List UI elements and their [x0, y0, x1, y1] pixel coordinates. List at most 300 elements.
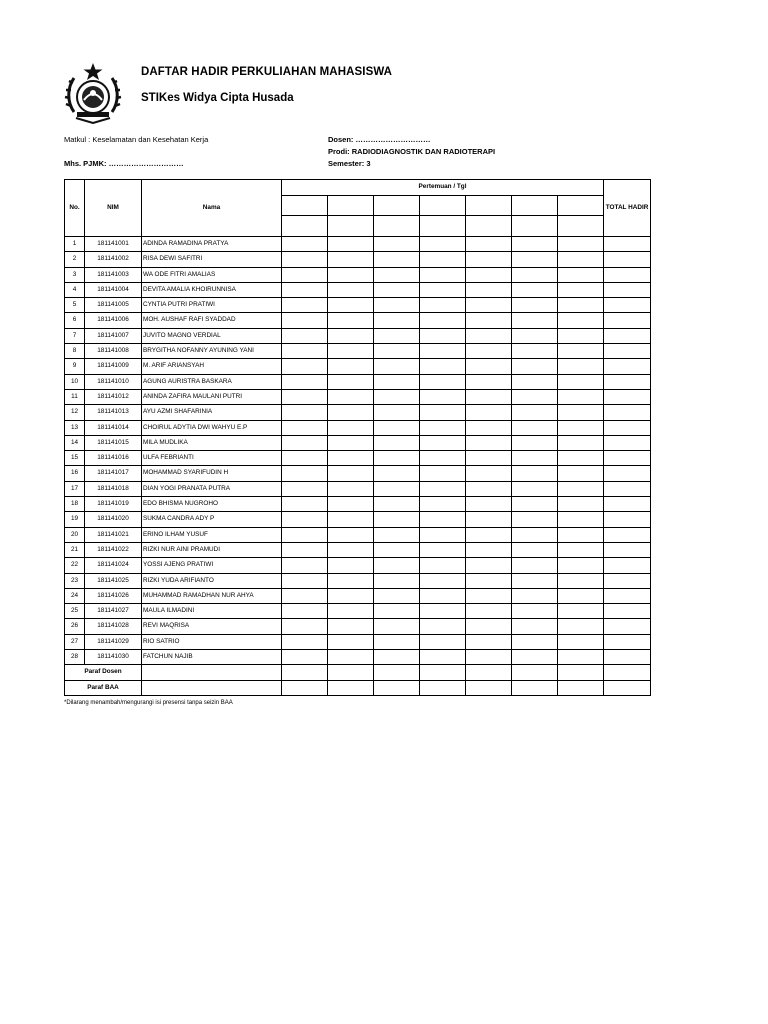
- total-hadir-cell[interactable]: [604, 252, 651, 267]
- attendance-cell[interactable]: [512, 634, 558, 649]
- attendance-cell[interactable]: [420, 527, 466, 542]
- paraf-cell[interactable]: [604, 680, 651, 695]
- attendance-cell[interactable]: [328, 604, 374, 619]
- total-hadir-cell[interactable]: [604, 405, 651, 420]
- total-hadir-cell[interactable]: [604, 466, 651, 481]
- attendance-cell[interactable]: [558, 435, 604, 450]
- tgl-cell[interactable]: [282, 216, 328, 237]
- total-hadir-cell[interactable]: [604, 481, 651, 496]
- attendance-cell[interactable]: [420, 604, 466, 619]
- attendance-cell[interactable]: [512, 481, 558, 496]
- attendance-cell[interactable]: [420, 558, 466, 573]
- row-nim: 181141021: [85, 527, 142, 542]
- attendance-cell[interactable]: [466, 420, 512, 435]
- attendance-cell[interactable]: [558, 237, 604, 252]
- attendance-cell[interactable]: [374, 313, 420, 328]
- attendance-cell[interactable]: [328, 573, 374, 588]
- total-hadir-cell[interactable]: [604, 619, 651, 634]
- attendance-cell[interactable]: [512, 267, 558, 282]
- attendance-cell[interactable]: [558, 252, 604, 267]
- attendance-cell[interactable]: [374, 344, 420, 359]
- attendance-cell[interactable]: [328, 634, 374, 649]
- paraf-cell[interactable]: [142, 680, 282, 695]
- attendance-cell[interactable]: [558, 451, 604, 466]
- attendance-cell[interactable]: [558, 282, 604, 297]
- attendance-cell[interactable]: [282, 420, 328, 435]
- attendance-cell[interactable]: [558, 267, 604, 282]
- attendance-cell[interactable]: [282, 313, 328, 328]
- attendance-cell[interactable]: [466, 634, 512, 649]
- total-hadir-cell[interactable]: [604, 573, 651, 588]
- row-nim: 181141017: [85, 466, 142, 481]
- attendance-cell[interactable]: [374, 374, 420, 389]
- row-no: 10: [65, 374, 85, 389]
- table-row: [65, 619, 651, 634]
- attendance-cell[interactable]: [328, 282, 374, 297]
- table-row: [65, 282, 651, 297]
- attendance-cell[interactable]: [420, 588, 466, 603]
- paraf-cell[interactable]: [328, 665, 374, 680]
- total-hadir-cell[interactable]: [604, 604, 651, 619]
- pertemuan-cell[interactable]: [466, 196, 512, 216]
- attendance-cell[interactable]: [328, 527, 374, 542]
- attendance-cell[interactable]: [374, 328, 420, 343]
- attendance-cell[interactable]: [420, 359, 466, 374]
- attendance-cell[interactable]: [466, 237, 512, 252]
- attendance-cell[interactable]: [558, 527, 604, 542]
- attendance-cell[interactable]: [374, 252, 420, 267]
- attendance-cell[interactable]: [466, 328, 512, 343]
- header-pertemuan: Pertemuan / Tgl: [282, 180, 604, 196]
- attendance-cell[interactable]: [420, 650, 466, 665]
- total-hadir-cell[interactable]: [604, 420, 651, 435]
- attendance-cell[interactable]: [466, 466, 512, 481]
- total-hadir-cell[interactable]: [604, 512, 651, 527]
- attendance-cell[interactable]: [420, 512, 466, 527]
- attendance-cell[interactable]: [282, 374, 328, 389]
- attendance-cell[interactable]: [558, 604, 604, 619]
- tgl-cell[interactable]: [328, 216, 374, 237]
- attendance-cell[interactable]: [466, 512, 512, 527]
- attendance-cell[interactable]: [328, 588, 374, 603]
- attendance-cell[interactable]: [466, 252, 512, 267]
- attendance-cell[interactable]: [328, 405, 374, 420]
- attendance-cell[interactable]: [328, 298, 374, 313]
- tgl-cell[interactable]: [374, 216, 420, 237]
- pertemuan-cell[interactable]: [328, 196, 374, 216]
- attendance-cell[interactable]: [282, 527, 328, 542]
- row-no: 11: [65, 389, 85, 404]
- attendance-cell[interactable]: [328, 252, 374, 267]
- paraf-cell[interactable]: [282, 665, 328, 680]
- row-nama: FATCHUN NAJIB: [142, 650, 282, 665]
- pertemuan-cell[interactable]: [374, 196, 420, 216]
- attendance-cell[interactable]: [558, 512, 604, 527]
- attendance-cell[interactable]: [328, 466, 374, 481]
- attendance-cell[interactable]: [558, 298, 604, 313]
- attendance-cell[interactable]: [328, 420, 374, 435]
- attendance-cell[interactable]: [466, 298, 512, 313]
- attendance-cell[interactable]: [558, 650, 604, 665]
- attendance-cell[interactable]: [558, 542, 604, 557]
- attendance-cell[interactable]: [466, 451, 512, 466]
- total-hadir-cell[interactable]: [604, 451, 651, 466]
- total-hadir-cell[interactable]: [604, 282, 651, 297]
- row-no: 7: [65, 328, 85, 343]
- attendance-cell[interactable]: [558, 573, 604, 588]
- row-nim: 181141005: [85, 298, 142, 313]
- table-row: [65, 558, 651, 573]
- attendance-cell[interactable]: [282, 634, 328, 649]
- row-no: 19: [65, 512, 85, 527]
- attendance-cell[interactable]: [558, 634, 604, 649]
- row-nim: 181141003: [85, 267, 142, 282]
- attendance-cell[interactable]: [374, 420, 420, 435]
- paraf-cell[interactable]: [604, 665, 651, 680]
- attendance-cell[interactable]: [420, 252, 466, 267]
- attendance-cell[interactable]: [466, 588, 512, 603]
- attendance-cell[interactable]: [282, 497, 328, 512]
- attendance-cell[interactable]: [512, 604, 558, 619]
- attendance-cell[interactable]: [558, 481, 604, 496]
- row-nim: 181141007: [85, 328, 142, 343]
- attendance-cell[interactable]: [512, 313, 558, 328]
- row-nama: WA ODE FITRI AMALIAS: [142, 267, 282, 282]
- row-nama: ANINDA ZAFIRA MAULANI PUTRI: [142, 389, 282, 404]
- paraf-cell[interactable]: [512, 680, 558, 695]
- attendance-cell[interactable]: [374, 542, 420, 557]
- attendance-cell[interactable]: [374, 573, 420, 588]
- attendance-cell[interactable]: [512, 466, 558, 481]
- attendance-cell[interactable]: [512, 619, 558, 634]
- attendance-cell[interactable]: [420, 634, 466, 649]
- attendance-cell[interactable]: [328, 512, 374, 527]
- paraf-cell[interactable]: [374, 680, 420, 695]
- attendance-cell[interactable]: [558, 466, 604, 481]
- attendance-cell[interactable]: [420, 420, 466, 435]
- attendance-cell[interactable]: [328, 619, 374, 634]
- attendance-cell[interactable]: [466, 374, 512, 389]
- attendance-cell[interactable]: [282, 344, 328, 359]
- attendance-cell[interactable]: [420, 328, 466, 343]
- attendance-cell[interactable]: [512, 282, 558, 297]
- attendance-cell[interactable]: [512, 328, 558, 343]
- attendance-cell[interactable]: [374, 497, 420, 512]
- attendance-cell[interactable]: [282, 267, 328, 282]
- attendance-cell[interactable]: [282, 466, 328, 481]
- attendance-cell[interactable]: [512, 420, 558, 435]
- table-row: [65, 328, 651, 343]
- pertemuan-cell[interactable]: [512, 196, 558, 216]
- attendance-cell[interactable]: [420, 344, 466, 359]
- attendance-cell[interactable]: [282, 588, 328, 603]
- attendance-cell[interactable]: [512, 405, 558, 420]
- attendance-cell[interactable]: [512, 237, 558, 252]
- attendance-cell[interactable]: [466, 435, 512, 450]
- attendance-cell[interactable]: [328, 558, 374, 573]
- attendance-cell[interactable]: [374, 604, 420, 619]
- attendance-cell[interactable]: [282, 298, 328, 313]
- attendance-cell[interactable]: [328, 374, 374, 389]
- attendance-cell[interactable]: [512, 389, 558, 404]
- table-row: [65, 344, 651, 359]
- total-hadir-cell[interactable]: [604, 267, 651, 282]
- attendance-cell[interactable]: [420, 481, 466, 496]
- attendance-cell[interactable]: [420, 466, 466, 481]
- row-nim: 181141008: [85, 344, 142, 359]
- attendance-cell[interactable]: [328, 542, 374, 557]
- total-hadir-cell[interactable]: [604, 328, 651, 343]
- attendance-cell[interactable]: [374, 282, 420, 297]
- row-nim: 181141015: [85, 435, 142, 450]
- attendance-cell[interactable]: [328, 435, 374, 450]
- attendance-cell[interactable]: [512, 542, 558, 557]
- attendance-cell[interactable]: [374, 466, 420, 481]
- attendance-cell[interactable]: [282, 252, 328, 267]
- attendance-cell[interactable]: [282, 405, 328, 420]
- paraf-cell[interactable]: [282, 680, 328, 695]
- attendance-cell[interactable]: [282, 237, 328, 252]
- row-nim: 181141019: [85, 497, 142, 512]
- attendance-cell[interactable]: [420, 313, 466, 328]
- attendance-cell[interactable]: [374, 267, 420, 282]
- total-hadir-cell[interactable]: [604, 298, 651, 313]
- attendance-cell[interactable]: [466, 405, 512, 420]
- attendance-cell[interactable]: [374, 389, 420, 404]
- attendance-cell[interactable]: [558, 374, 604, 389]
- attendance-cell[interactable]: [282, 359, 328, 374]
- attendance-cell[interactable]: [282, 619, 328, 634]
- attendance-cell[interactable]: [282, 558, 328, 573]
- attendance-cell[interactable]: [328, 451, 374, 466]
- attendance-cell[interactable]: [374, 634, 420, 649]
- attendance-cell[interactable]: [512, 451, 558, 466]
- paraf-cell[interactable]: [466, 665, 512, 680]
- row-nim: 181141013: [85, 405, 142, 420]
- attendance-cell[interactable]: [374, 298, 420, 313]
- attendance-cell[interactable]: [374, 435, 420, 450]
- attendance-cell[interactable]: [374, 237, 420, 252]
- total-hadir-cell[interactable]: [604, 527, 651, 542]
- tgl-cell[interactable]: [466, 216, 512, 237]
- attendance-cell[interactable]: [466, 527, 512, 542]
- total-hadir-cell[interactable]: [604, 558, 651, 573]
- row-no: 28: [65, 650, 85, 665]
- table-row: [65, 252, 651, 267]
- attendance-cell[interactable]: [374, 481, 420, 496]
- attendance-cell[interactable]: [466, 542, 512, 557]
- attendance-cell[interactable]: [466, 359, 512, 374]
- attendance-cell[interactable]: [420, 298, 466, 313]
- attendance-cell[interactable]: [512, 527, 558, 542]
- attendance-cell[interactable]: [374, 512, 420, 527]
- row-no: 2: [65, 252, 85, 267]
- tgl-cell[interactable]: [512, 216, 558, 237]
- footnote: *Dilarang menambah/mengurangi isi presensi tanpa seizin BAA: [64, 700, 233, 706]
- attendance-cell[interactable]: [512, 359, 558, 374]
- attendance-cell[interactable]: [282, 451, 328, 466]
- attendance-cell[interactable]: [374, 558, 420, 573]
- attendance-cell[interactable]: [512, 650, 558, 665]
- attendance-cell[interactable]: [374, 451, 420, 466]
- attendance-cell[interactable]: [512, 558, 558, 573]
- attendance-cell[interactable]: [466, 389, 512, 404]
- row-nama: CHOIRUL ADYTIA DWI WAHYU E.P: [142, 420, 282, 435]
- row-nama: MOH. AUSHAF RAFI SYADDAD: [142, 313, 282, 328]
- attendance-cell[interactable]: [420, 435, 466, 450]
- attendance-cell[interactable]: [374, 405, 420, 420]
- attendance-cell[interactable]: [374, 588, 420, 603]
- total-hadir-cell[interactable]: [604, 650, 651, 665]
- total-hadir-cell[interactable]: [604, 313, 651, 328]
- attendance-cell[interactable]: [328, 481, 374, 496]
- attendance-cell[interactable]: [512, 344, 558, 359]
- total-hadir-cell[interactable]: [604, 374, 651, 389]
- attendance-cell[interactable]: [282, 389, 328, 404]
- row-nama: CYNTIA PUTRI PRATIWI: [142, 298, 282, 313]
- header-nim: NIM: [85, 180, 142, 237]
- paraf-cell[interactable]: [558, 665, 604, 680]
- paraf-cell[interactable]: [142, 665, 282, 680]
- total-hadir-cell[interactable]: [604, 359, 651, 374]
- total-hadir-cell[interactable]: [604, 588, 651, 603]
- paraf-cell[interactable]: [466, 680, 512, 695]
- attendance-cell[interactable]: [466, 558, 512, 573]
- attendance-cell[interactable]: [420, 267, 466, 282]
- attendance-cell[interactable]: [282, 282, 328, 297]
- row-nama: RISA DEWI SAFITRI: [142, 252, 282, 267]
- row-nama: RIZKI YUDA ARIFIANTO: [142, 573, 282, 588]
- paraf-cell[interactable]: [558, 680, 604, 695]
- attendance-cell[interactable]: [558, 359, 604, 374]
- attendance-cell[interactable]: [328, 313, 374, 328]
- attendance-cell[interactable]: [282, 512, 328, 527]
- paraf-cell[interactable]: [328, 680, 374, 695]
- tgl-cell[interactable]: [558, 216, 604, 237]
- pertemuan-cell[interactable]: [558, 196, 604, 216]
- attendance-cell[interactable]: [328, 267, 374, 282]
- attendance-cell[interactable]: [282, 542, 328, 557]
- total-hadir-cell[interactable]: [604, 497, 651, 512]
- attendance-cell[interactable]: [328, 359, 374, 374]
- total-hadir-cell[interactable]: [604, 435, 651, 450]
- attendance-cell[interactable]: [466, 267, 512, 282]
- attendance-cell[interactable]: [374, 359, 420, 374]
- row-no: 4: [65, 282, 85, 297]
- row-nama: REVI MAQRISA: [142, 619, 282, 634]
- pertemuan-cell[interactable]: [282, 196, 328, 216]
- pertemuan-cell[interactable]: [420, 196, 466, 216]
- attendance-cell[interactable]: [328, 237, 374, 252]
- attendance-cell[interactable]: [466, 497, 512, 512]
- attendance-cell[interactable]: [420, 389, 466, 404]
- attendance-cell[interactable]: [512, 435, 558, 450]
- paraf-cell[interactable]: [420, 680, 466, 695]
- attendance-cell[interactable]: [420, 497, 466, 512]
- attendance-cell[interactable]: [466, 344, 512, 359]
- paraf-cell[interactable]: [374, 665, 420, 680]
- attendance-cell[interactable]: [558, 344, 604, 359]
- attendance-cell[interactable]: [420, 282, 466, 297]
- attendance-cell[interactable]: [420, 542, 466, 557]
- attendance-cell[interactable]: [282, 328, 328, 343]
- attendance-cell[interactable]: [466, 573, 512, 588]
- attendance-cell[interactable]: [420, 451, 466, 466]
- attendance-cell[interactable]: [512, 497, 558, 512]
- attendance-cell[interactable]: [420, 237, 466, 252]
- attendance-cell[interactable]: [282, 435, 328, 450]
- attendance-cell[interactable]: [558, 619, 604, 634]
- attendance-cell[interactable]: [282, 481, 328, 496]
- attendance-cell[interactable]: [282, 650, 328, 665]
- attendance-cell[interactable]: [558, 588, 604, 603]
- tgl-cell[interactable]: [420, 216, 466, 237]
- total-hadir-cell[interactable]: [604, 542, 651, 557]
- attendance-cell[interactable]: [466, 604, 512, 619]
- attendance-cell[interactable]: [328, 650, 374, 665]
- attendance-cell[interactable]: [374, 619, 420, 634]
- attendance-cell[interactable]: [512, 573, 558, 588]
- attendance-cell[interactable]: [466, 481, 512, 496]
- attendance-cell[interactable]: [374, 650, 420, 665]
- paraf-cell[interactable]: [420, 665, 466, 680]
- total-hadir-cell[interactable]: [604, 389, 651, 404]
- attendance-cell[interactable]: [420, 374, 466, 389]
- attendance-cell[interactable]: [420, 573, 466, 588]
- table-row: [65, 298, 651, 313]
- attendance-cell[interactable]: [328, 389, 374, 404]
- total-hadir-cell[interactable]: [604, 344, 651, 359]
- attendance-cell[interactable]: [558, 558, 604, 573]
- row-nim: 181141027: [85, 604, 142, 619]
- attendance-cell[interactable]: [558, 420, 604, 435]
- table-row: [65, 466, 651, 481]
- attendance-cell[interactable]: [512, 588, 558, 603]
- attendance-cell[interactable]: [282, 573, 328, 588]
- attendance-cell[interactable]: [282, 604, 328, 619]
- attendance-cell[interactable]: [512, 512, 558, 527]
- attendance-cell[interactable]: [466, 313, 512, 328]
- row-no: 6: [65, 313, 85, 328]
- attendance-cell[interactable]: [558, 497, 604, 512]
- paraf-cell[interactable]: [512, 665, 558, 680]
- total-hadir-cell[interactable]: [604, 237, 651, 252]
- row-nim: 181141030: [85, 650, 142, 665]
- attendance-cell[interactable]: [466, 619, 512, 634]
- attendance-cell[interactable]: [512, 298, 558, 313]
- prodi-label: Prodi: RADIODIAGNOSTIK DAN RADIOTERAPI: [328, 147, 496, 156]
- attendance-cell[interactable]: [512, 252, 558, 267]
- attendance-cell[interactable]: [374, 527, 420, 542]
- row-nama: JUVITO MAGNO VERDIAL: [142, 328, 282, 343]
- total-hadir-cell[interactable]: [604, 634, 651, 649]
- attendance-cell[interactable]: [558, 405, 604, 420]
- attendance-cell[interactable]: [328, 344, 374, 359]
- attendance-cell[interactable]: [420, 619, 466, 634]
- attendance-cell[interactable]: [558, 313, 604, 328]
- attendance-cell[interactable]: [466, 282, 512, 297]
- attendance-cell[interactable]: [466, 650, 512, 665]
- attendance-cell[interactable]: [558, 328, 604, 343]
- row-nim: 181141029: [85, 634, 142, 649]
- attendance-cell[interactable]: [558, 389, 604, 404]
- attendance-cell[interactable]: [420, 405, 466, 420]
- attendance-cell[interactable]: [328, 497, 374, 512]
- attendance-cell[interactable]: [512, 374, 558, 389]
- row-nama: AYU AZMI SHAFARINIA: [142, 405, 282, 420]
- row-nama: EDO BHISMA NUGROHO: [142, 497, 282, 512]
- attendance-cell[interactable]: [328, 328, 374, 343]
